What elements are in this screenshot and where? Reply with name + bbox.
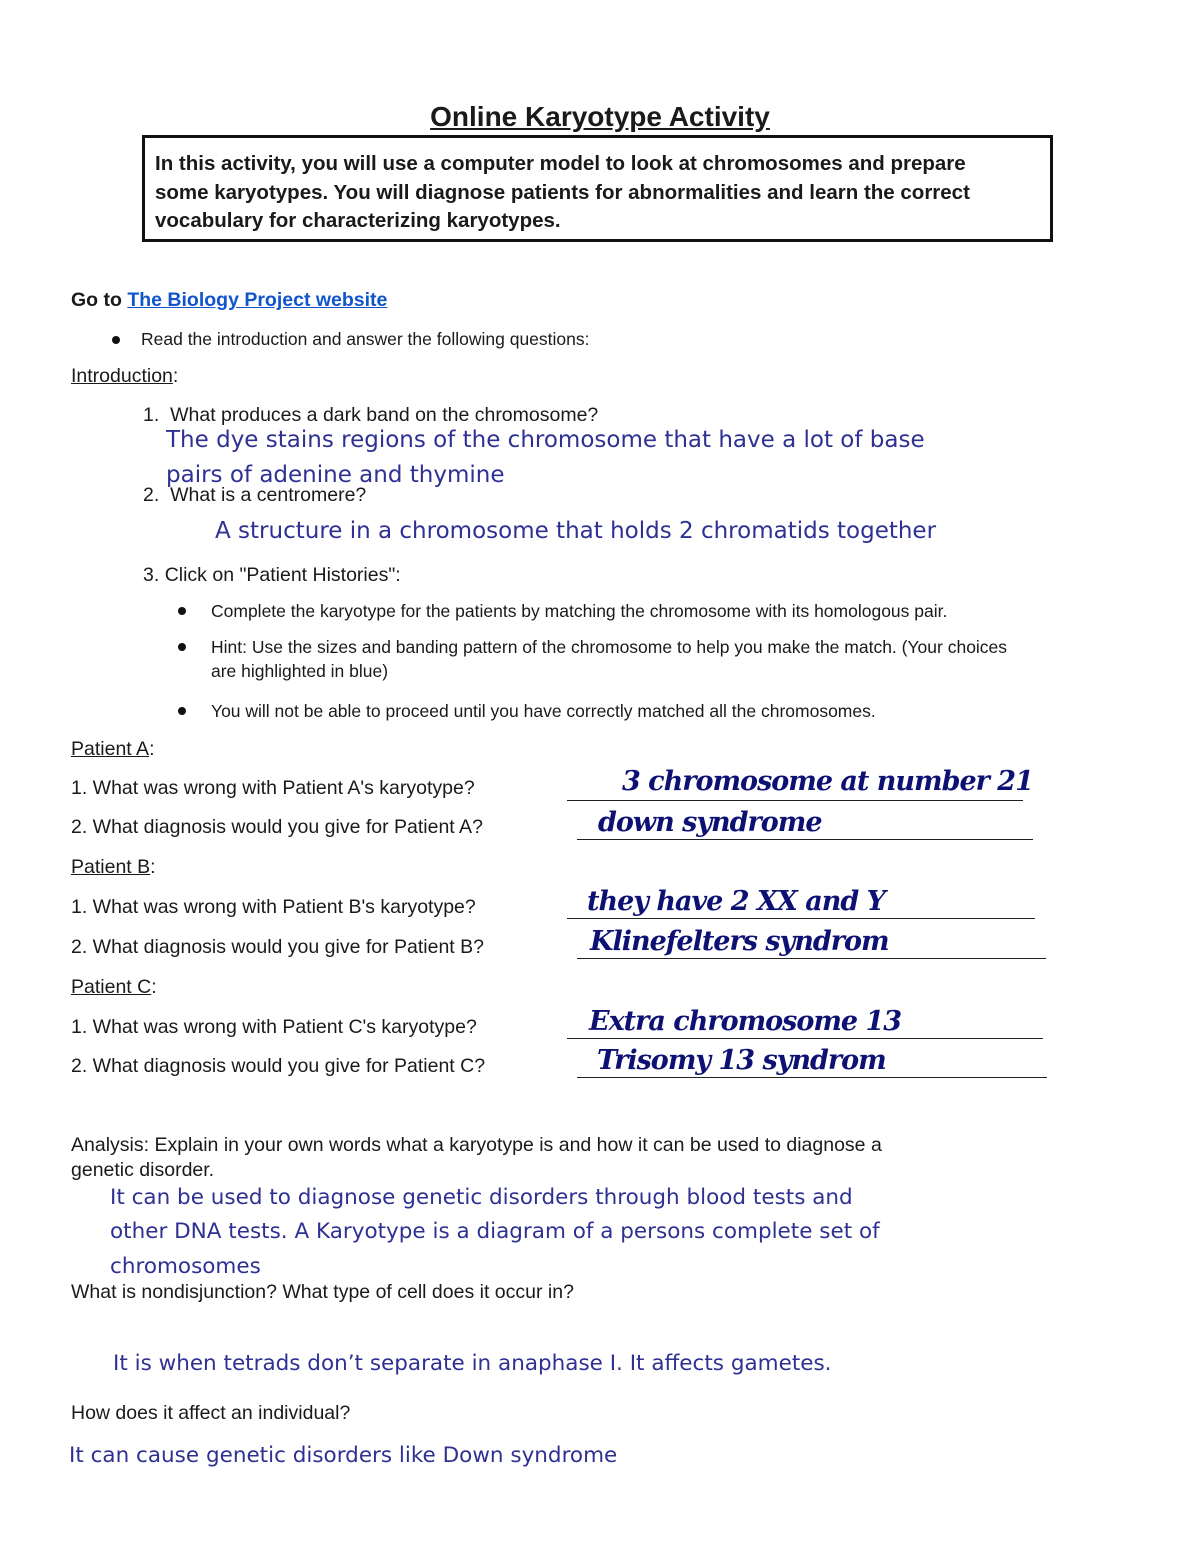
patient-a-answer-1: 3 chromosome at number 21 — [622, 766, 1033, 797]
bullet-icon — [178, 607, 186, 615]
intro-box — [142, 135, 1053, 242]
bullet-icon — [178, 707, 186, 715]
analysis-answer-line2: other DNA tests. A Karyotype is a diagram of a persons complete set of — [110, 1219, 880, 1244]
affect-question: How does it affect an individual? — [71, 1402, 351, 1424]
bullet-icon — [112, 336, 120, 344]
analysis-answer-line3: chromosomes — [110, 1254, 261, 1279]
nondisjunction-answer: It is when tetrads don’t separate in anaphase I. It affects gametes. — [113, 1351, 832, 1376]
read-instruction: Read the introduction and answer the following questions: — [141, 329, 590, 349]
patient-b-heading: Patient B: — [71, 856, 156, 878]
analysis-prompt-line1: Analysis: Explain in your own words what a karyotype is and how it can be used to diagnose a — [71, 1134, 882, 1156]
intro-question-3: 3. Click on "Patient Histories": — [143, 564, 401, 586]
patient-histories-bullet-1: Complete the karyotype for the patients by matching the chromosome with its homologous pair. — [211, 601, 948, 621]
answer-line — [577, 1077, 1047, 1078]
answer-line — [567, 800, 1023, 801]
patient-c-heading: Patient C: — [71, 976, 157, 998]
answer-line — [567, 1038, 1043, 1039]
answer-line — [567, 918, 1035, 919]
patient-b-question-1: 1. What was wrong with Patient B's karyotype? — [71, 896, 476, 918]
patient-histories-bullet-3: You will not be able to proceed until you have correctly matched all the chromosomes. — [211, 701, 876, 721]
patient-c-answer-2: Trisomy 13 syndrom — [597, 1045, 886, 1076]
biology-project-link[interactable]: The Biology Project website — [127, 289, 388, 311]
answer-line — [577, 839, 1033, 840]
intro-answer-2: A structure in a chromosome that holds 2 chromatids together — [215, 518, 937, 544]
intro-answer-1-line1: The dye stains regions of the chromosome that have a lot of base — [166, 427, 925, 453]
bullet-icon — [178, 643, 186, 651]
patient-b-answer-1: they have 2 XX and Y — [587, 886, 885, 917]
intro-question-2: 2. What is a centromere? — [143, 484, 367, 506]
nondisjunction-question: What is nondisjunction? What type of cell does it occur in? — [71, 1281, 574, 1303]
analysis-prompt-line2: genetic disorder. — [71, 1159, 215, 1181]
patient-histories-bullet-2-cont: are highlighted in blue) — [211, 661, 389, 681]
analysis-answer-line1: It can be used to diagnose genetic disorders through blood tests and — [110, 1185, 853, 1210]
intro-question-1: 1. What produces a dark band on the chromosome? — [143, 404, 599, 426]
patient-a-question-1: 1. What was wrong with Patient A's karyotype? — [71, 777, 475, 799]
intro-answer-1-line2: pairs of adenine and thymine — [166, 462, 505, 488]
patient-histories-bullet-2: Hint: Use the sizes and banding pattern of the chromosome to help you make the match. (Your choices — [211, 637, 1008, 657]
patient-a-question-2: 2. What diagnosis would you give for Patient A? — [71, 816, 483, 838]
patient-a-heading: Patient A: — [71, 738, 155, 760]
patient-c-question-1: 1. What was wrong with Patient C's karyotype? — [71, 1016, 477, 1038]
goto-line — [71, 289, 387, 312]
affect-answer: It can cause genetic disorders like Down syndrome — [69, 1443, 618, 1468]
introduction-heading: Introduction: — [71, 365, 179, 387]
answer-line — [577, 958, 1046, 959]
patient-b-question-2: 2. What diagnosis would you give for Patient B? — [71, 936, 484, 958]
page-title: Online Karyotype Activity — [430, 101, 770, 132]
intro-text: In this activity, you will use a computer model to look at chromosomes and prepare some karyotypes. You will diagnose patients for abnormalities and learn the correct vocabulary for characterizing karyotypes. — [155, 152, 970, 232]
patient-c-answer-1: Extra chromosome 13 — [589, 1006, 902, 1037]
patient-a-answer-2: down syndrome — [598, 807, 822, 838]
goto-prefix: Go to — [71, 289, 122, 311]
patient-c-question-2: 2. What diagnosis would you give for Patient C? — [71, 1055, 486, 1077]
patient-b-answer-2: Klinefelters syndrom — [590, 926, 889, 957]
